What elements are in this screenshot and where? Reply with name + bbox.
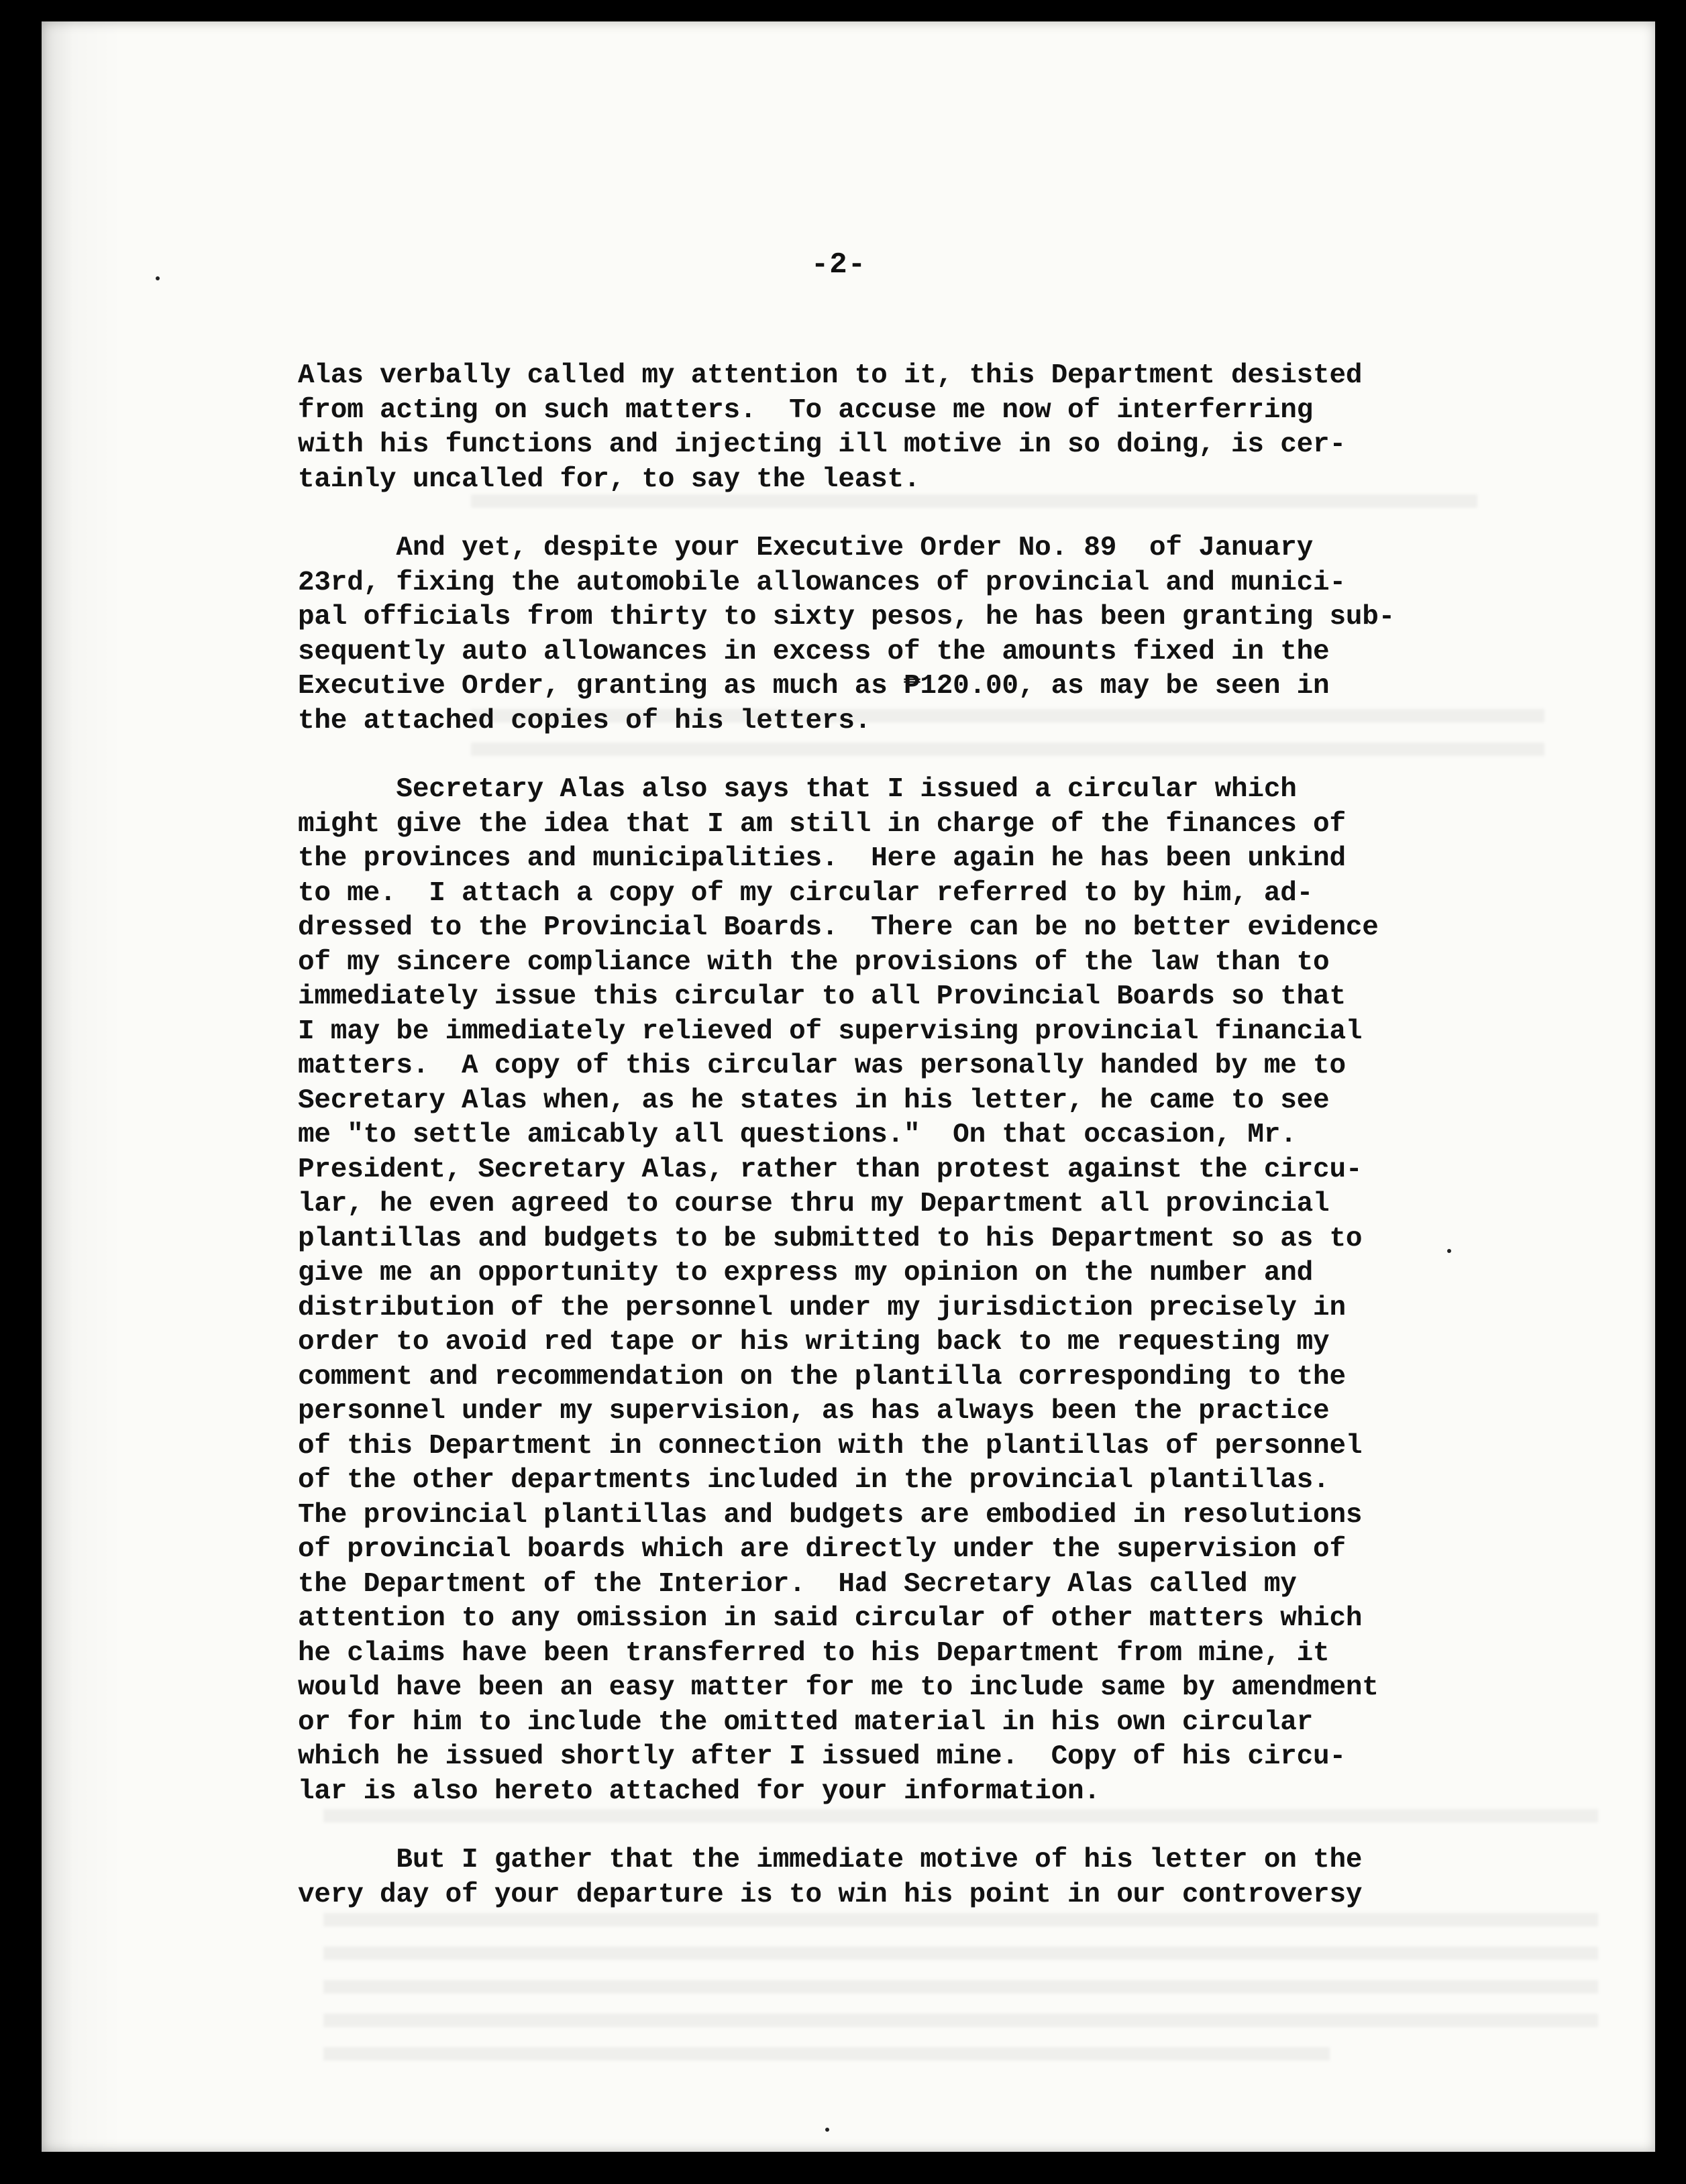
bleed-through-line <box>323 2047 1330 2061</box>
text-line: the Department of the Interior. Had Secretary Alas called my <box>298 1568 1297 1600</box>
page-fold-shadow <box>42 21 122 2152</box>
paragraph-1 <box>298 359 1573 497</box>
text-line: immediately issue this circular to all Provincial Boards so that <box>298 981 1346 1012</box>
text-line: give me an opportunity to express my opinion on the number and <box>298 1258 1314 1289</box>
text-line: from acting on such matters. To accuse me now of interferring <box>298 394 1314 426</box>
text-line: Executive Order, granting as much as ₱120.00, as may be seen in <box>298 671 1330 702</box>
text-line: distribution of the personnel under my jurisdiction precisely in <box>298 1292 1346 1323</box>
ink-speck <box>825 2128 829 2132</box>
text-line: attention to any omission in said circular of other matters which <box>298 1603 1363 1634</box>
text-line: of this Department in connection with the plantillas of personnel <box>298 1430 1363 1462</box>
text-line: or for him to include the omitted material in his own circular <box>298 1706 1314 1738</box>
text-line: Secretary Alas also says that I issued a circular which <box>298 774 1297 805</box>
text-line: pal officials from thirty to sixty pesos, he has been granting sub- <box>298 602 1395 633</box>
text-line: the attached copies of his letters. <box>298 705 872 736</box>
text-line: me "to settle amicably all questions." On that occasion, Mr. <box>298 1120 1297 1150</box>
text-line: And yet, despite your Executive Order No. 89 of January <box>298 533 1314 563</box>
text-line: Alas verbally called my attention to it, this Department desisted <box>298 360 1363 391</box>
text-line: Secretary Alas when, as he states in his letter, he came to see <box>298 1085 1330 1116</box>
bleed-through-line <box>323 1947 1598 1960</box>
ink-speck <box>156 276 160 280</box>
text-line: dressed to the Provincial Boards. There can be no better evidence <box>298 912 1379 943</box>
text-line: would have been an easy matter for me to include same by amendment <box>298 1672 1379 1703</box>
paragraph-3 <box>298 773 1573 1809</box>
text-line: I may be immediately relieved of supervising provincial financial <box>298 1016 1363 1047</box>
text-line: of the other departments included in the provincial plantillas. <box>298 1465 1330 1496</box>
text-line: tainly uncalled for, to say the least. <box>298 463 920 495</box>
text-line: 23rd, fixing the automobile allowances of provincial and munici- <box>298 567 1346 598</box>
text-line: he claims have been transferred to his Department from mine, it <box>298 1637 1330 1669</box>
text-line: lar is also hereto attached for your information. <box>298 1776 1100 1807</box>
text-line: But I gather that the immediate motive of his letter on the <box>298 1845 1363 1875</box>
page-number: -2- <box>810 248 867 282</box>
text-line: might give the idea that I am still in charge of the finances of <box>298 808 1346 840</box>
text-line: matters. A copy of this circular was personally handed by me to <box>298 1050 1346 1081</box>
paragraph-2 <box>298 531 1573 739</box>
text-line: with his functions and injecting ill motive in so doing, is cer- <box>298 429 1346 460</box>
text-line: plantillas and budgets to be submitted to his Department so as to <box>298 1223 1363 1254</box>
text-line: of my sincere compliance with the provisions of the law than to <box>298 946 1330 978</box>
text-line: sequently auto allowances in excess of the amounts fixed in the <box>298 636 1330 667</box>
text-line: personnel under my supervision, as has always been the practice <box>298 1396 1330 1427</box>
bleed-through-line <box>323 2014 1598 2027</box>
paragraph-4 <box>298 1843 1573 1912</box>
text-line: to me. I attach a copy of my circular referred to by him, ad- <box>298 877 1314 909</box>
letter-body <box>298 359 1573 1947</box>
text-line: the provinces and municipalities. Here again he has been unkind <box>298 843 1346 874</box>
text-line: which he issued shortly after I issued mine. Copy of his circu- <box>298 1741 1346 1772</box>
text-line: of provincial boards which are directly under the supervision of <box>298 1534 1346 1565</box>
bleed-through-line <box>323 1980 1598 1994</box>
text-line: comment and recommendation on the plantilla corresponding to the <box>298 1361 1346 1393</box>
text-line: President, Secretary Alas, rather than protest against the circu- <box>298 1154 1363 1185</box>
text-line: very day of your departure is to win his point in our controversy <box>298 1879 1363 1910</box>
text-line: lar, he even agreed to course thru my Department all provincial <box>298 1189 1330 1219</box>
text-line: The provincial plantillas and budgets are embodied in resolutions <box>298 1499 1363 1531</box>
text-line: order to avoid red tape or his writing back to me requesting my <box>298 1327 1330 1358</box>
